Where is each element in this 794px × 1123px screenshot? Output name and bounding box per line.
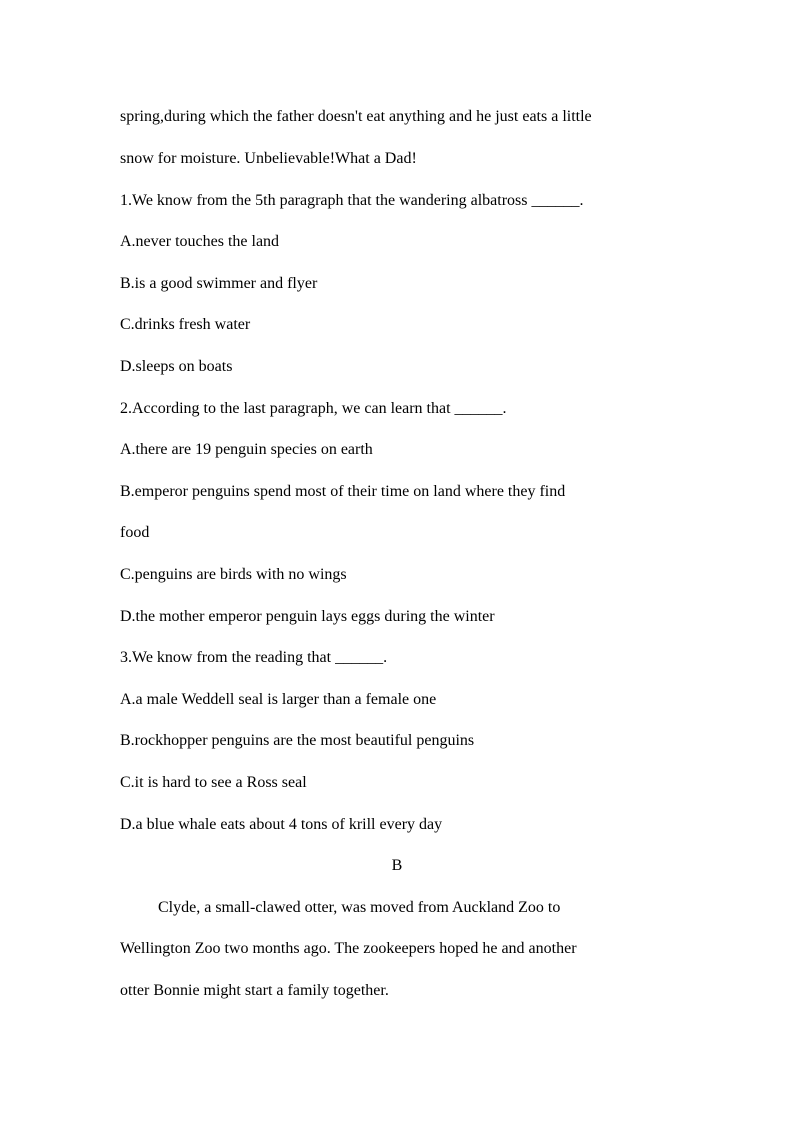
passage-text-line: snow for moisture. Unbelievable!What a Dad! [120, 150, 417, 167]
question-2-option-a: A.there are 19 penguin species on earth [120, 441, 373, 458]
question-2-option-d: D.the mother emperor penguin lays eggs during the winter [120, 608, 495, 625]
question-2-option-b-continued: food [120, 524, 150, 541]
section-b-text-line: Clyde, a small-clawed otter, was moved from Auckland Zoo to [158, 899, 561, 916]
question-3-option-b: B.rockhopper penguins are the most beautiful penguins [120, 732, 475, 749]
section-b-text-line: Wellington Zoo two months ago. The zookeepers hoped he and another [120, 940, 577, 957]
question-1-option-a: A.never touches the land [120, 233, 280, 250]
question-1-option-b: B.is a good swimmer and flyer [120, 275, 318, 292]
passage-text-line: spring,during which the father doesn't eat anything and he just eats a little [120, 108, 592, 125]
section-b-heading: B [391, 857, 403, 874]
question-3-option-a: A.a male Weddell seal is larger than a female one [120, 691, 437, 708]
question-1-stem: 1.We know from the 5th paragraph that the wandering albatross ______. [120, 192, 584, 209]
section-b-text-line: otter Bonnie might start a family together. [120, 982, 389, 999]
question-2-option-c: C.penguins are birds with no wings [120, 566, 347, 583]
question-3-stem: 3.We know from the reading that ______. [120, 649, 388, 666]
question-1-option-d: D.sleeps on boats [120, 358, 233, 375]
question-2-stem: 2.According to the last paragraph, we can learn that ______. [120, 400, 507, 417]
question-2-option-b: B.emperor penguins spend most of their time on land where they find [120, 483, 566, 500]
question-3-option-c: C.it is hard to see a Ross seal [120, 774, 307, 791]
question-1-option-c: C.drinks fresh water [120, 316, 251, 333]
question-3-option-d: D.a blue whale eats about 4 tons of krill every day [120, 816, 443, 833]
